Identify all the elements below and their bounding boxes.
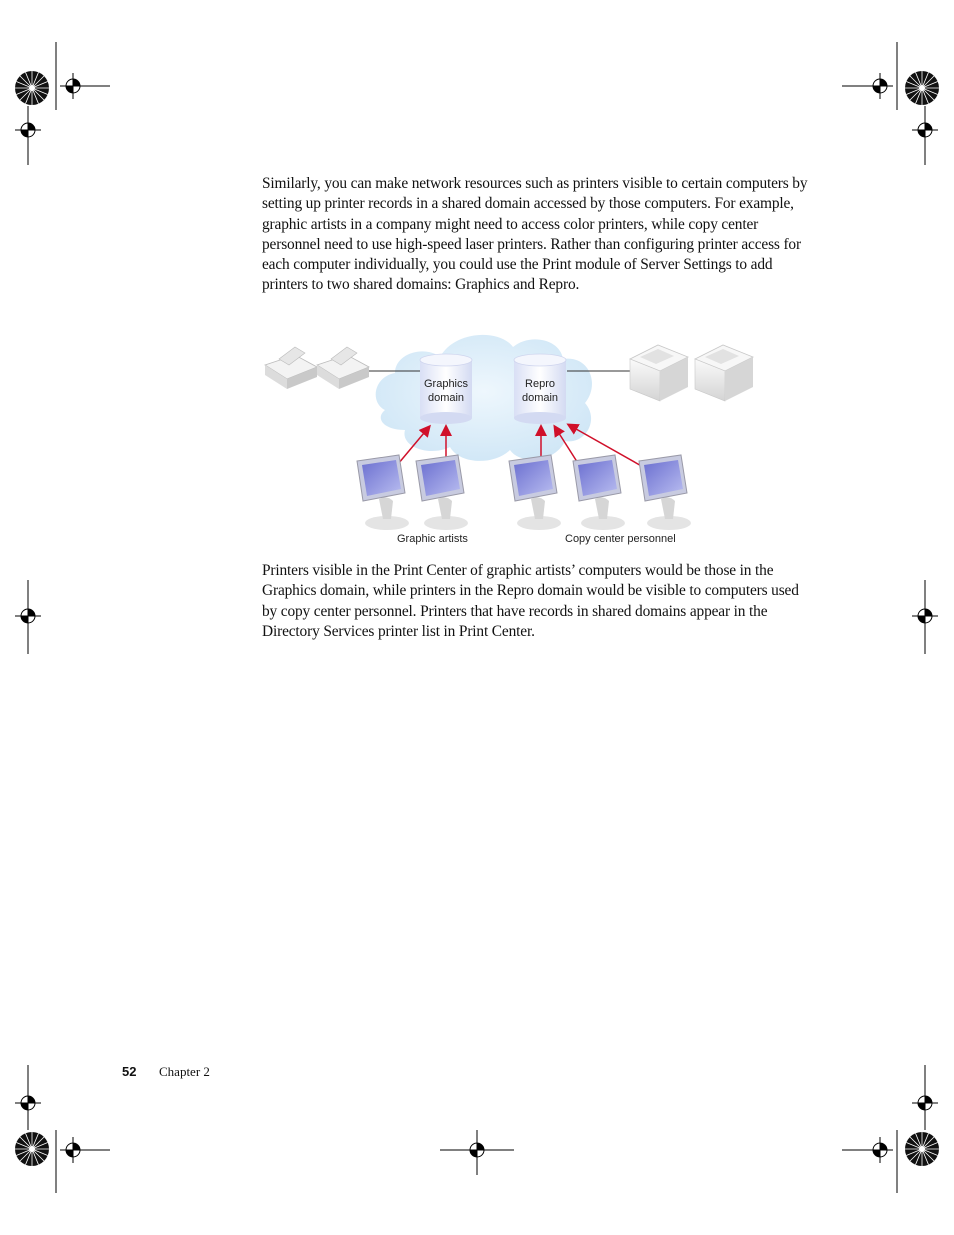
copy-center-caption: Copy center personnel — [565, 533, 676, 545]
chapter-label: Chapter 2 — [159, 1064, 210, 1079]
laser-printer-icon — [695, 345, 753, 401]
computer-icon — [357, 455, 409, 530]
repro-domain-label: Repro domain — [521, 378, 559, 404]
computer-icon — [639, 455, 691, 530]
inkjet-printer-icon — [317, 347, 369, 389]
computer-icon — [573, 455, 625, 530]
diagram-illustration — [255, 315, 775, 555]
body-paragraph-2: Printers visible in the Print Center of graphic artists’ computers would be those in the Graphics domain, while printers in the Repro domain would be visible to computers used by copy center personnel. Printers that have records in shared domains appear in the Directory Services printer list in Print Center. — [262, 562, 799, 640]
laser-printer-icon — [630, 345, 688, 401]
shared-domains-diagram — [255, 315, 775, 555]
inkjet-printer-icon — [265, 347, 317, 389]
body-paragraph-1: Similarly, you can make network resources such as printers visible to certain computers by setting up printer records in a shared domain accessed by those computers. For example, graphic artists in a company might need to access color printers, while copy center personnel need to use high-speed laser printers. Rather than configuring printer access for each computer individually, you could use the Print module of Server Settings to add printers to two shared domains: Graphics and Repro. — [262, 175, 808, 294]
graphics-domain-label: Graphics domain — [423, 378, 469, 404]
graphic-artists-caption: Graphic artists — [397, 533, 468, 545]
computer-icon — [416, 455, 468, 530]
page-footer — [122, 1064, 210, 1080]
computer-icon — [509, 455, 561, 530]
page-number: 52 — [122, 1064, 137, 1079]
